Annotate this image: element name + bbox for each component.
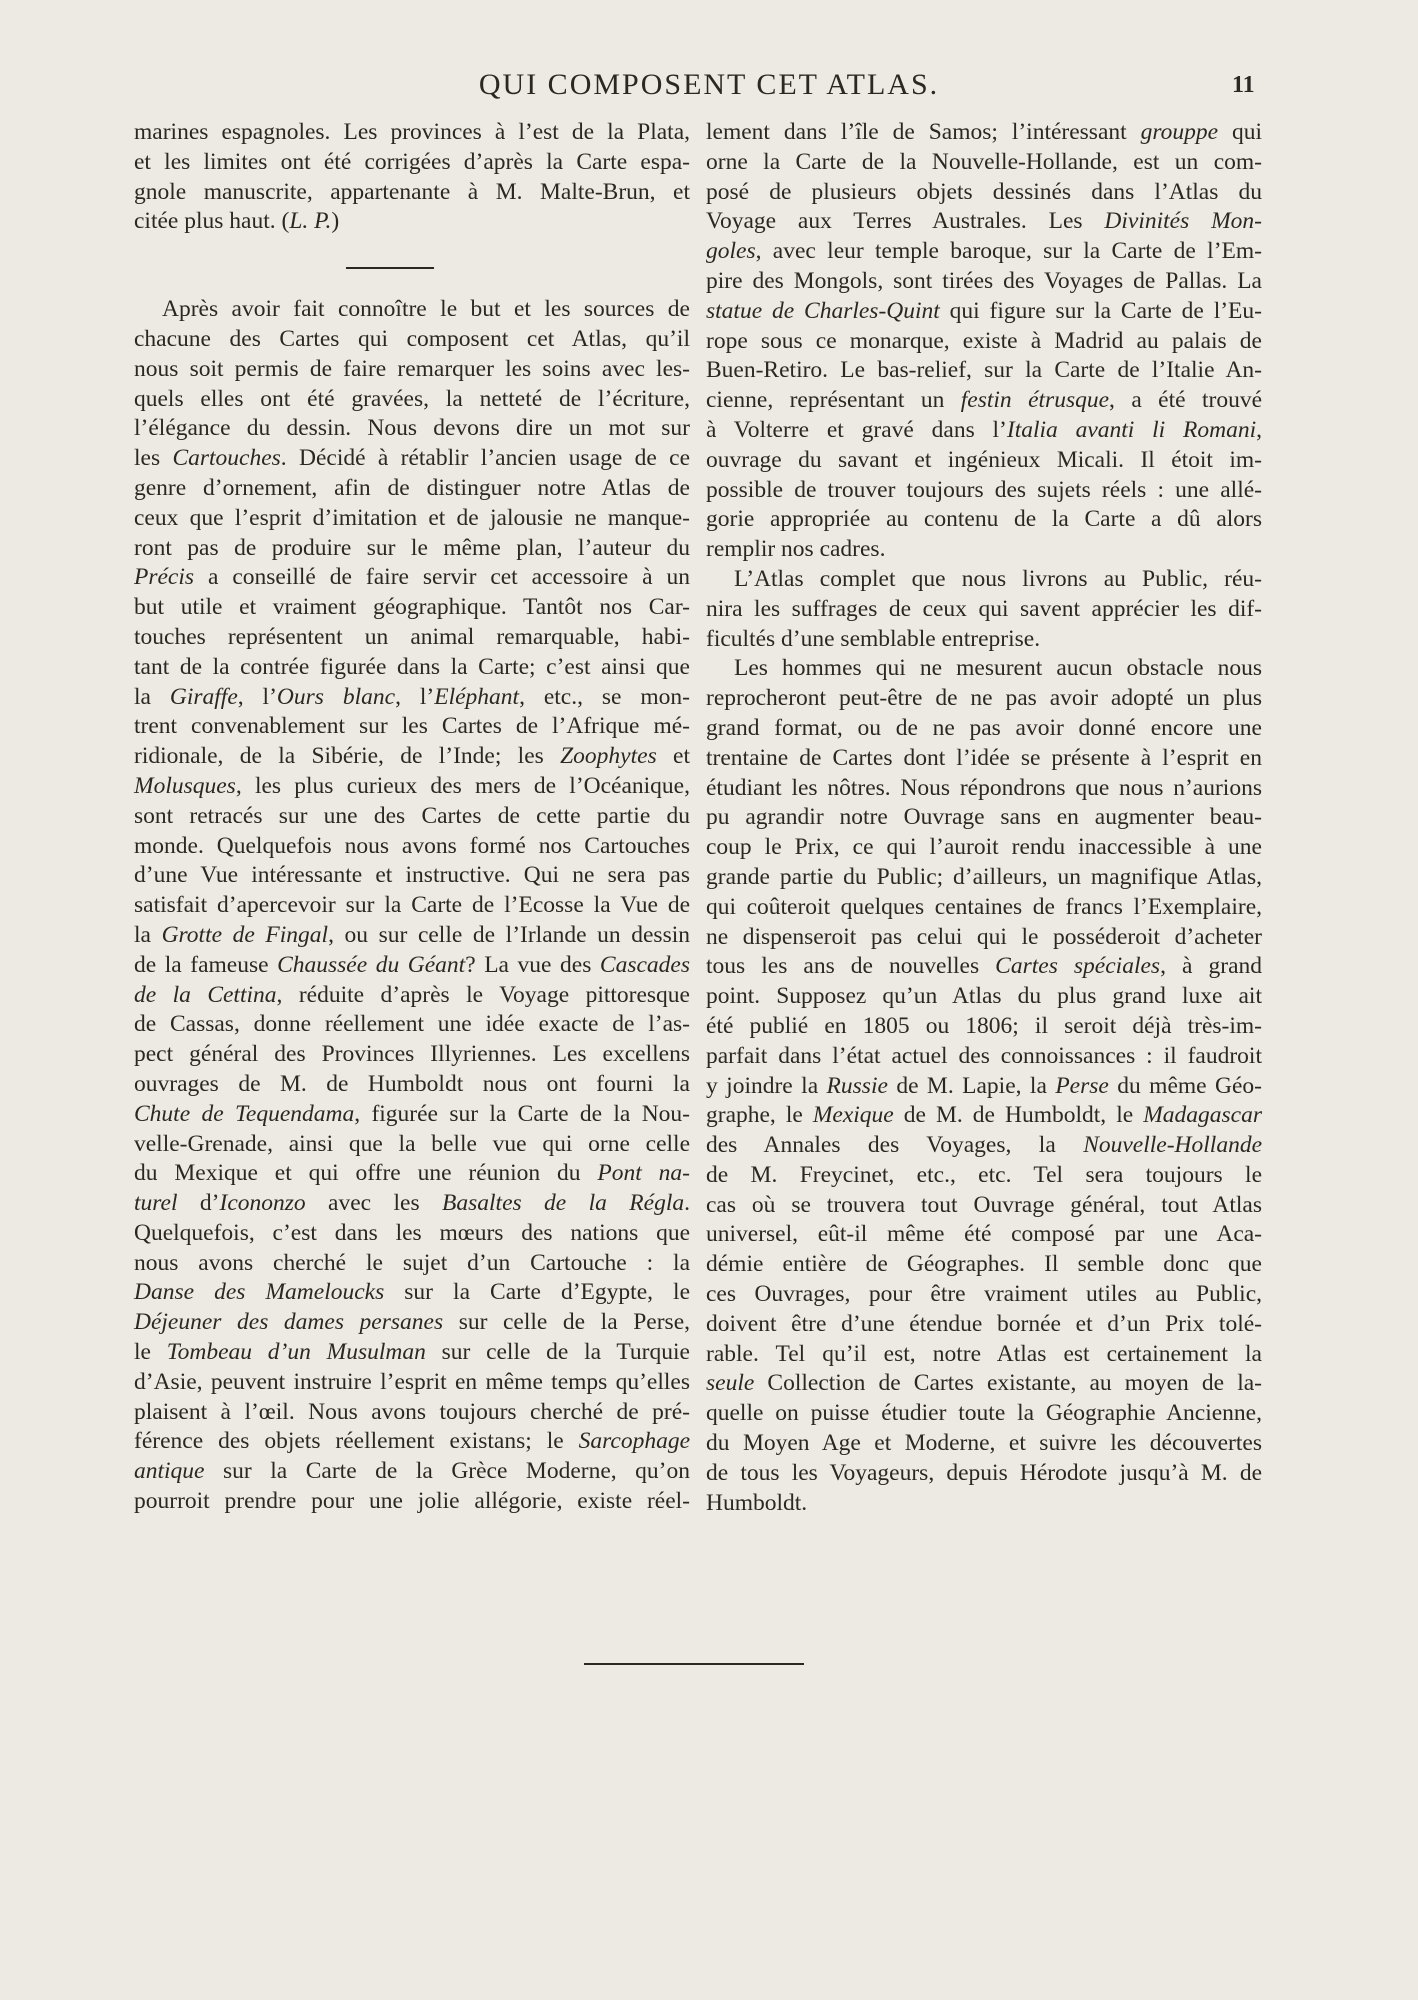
italic-text: turel [134, 1190, 178, 1217]
italic-text: goles [706, 238, 756, 265]
text-line: pect général des Provinces Illyriennes. Les excellens [134, 1041, 690, 1068]
italic-text: Giraffe [169, 683, 238, 710]
text-segment: , réduite d’après le Voyage pittoresque [276, 981, 690, 1008]
text-line: nous avons cherché le sujet d’un Cartouche : la [134, 1249, 690, 1276]
text-segment: sur la Carte de la Grèce Moderne, qu’on [204, 1458, 690, 1485]
text-segment: cienne, représentant un [706, 387, 961, 414]
text-segment: , [1256, 416, 1262, 443]
text-line [134, 563, 690, 593]
text-line [134, 683, 690, 713]
text-segment: y joindre la [706, 1072, 827, 1099]
text-line: plaisent à l’œil. Nous avons toujours cherché de pré- [134, 1398, 690, 1425]
text-line [134, 981, 690, 1011]
text-line [134, 1457, 690, 1487]
text-line: point. Supposez qu’un Atlas du plus grand luxe ait [706, 983, 1262, 1010]
running-title: QUI COMPOSENT CET ATLAS. [478, 68, 940, 101]
text-line: marines espagnoles. Les provinces à l’est de la Plata, [134, 119, 690, 145]
italic-text: Danse des Mameloucks [134, 1279, 385, 1306]
text-line: reprocheront peut-être de ne pas avoir adopté un plus [706, 685, 1262, 712]
italic-text: statue de Charles-Quint [706, 297, 940, 324]
text-line [706, 207, 1262, 237]
text-line: ne dispenseroit pas celui qui le posséderoit d’acheter [706, 923, 1262, 950]
text-line: L’Atlas complet que nous livrons au Public, réu- [734, 565, 1262, 592]
text-line: du Moyen Age et Moderne, et suivre les découvertes [706, 1430, 1262, 1457]
italic-text: Zoophytes [560, 743, 657, 770]
text-line [134, 1338, 690, 1368]
italic-text: festin étrusque [960, 387, 1110, 414]
text-line: grande partie du Public; d’ailleurs, un magnifique Atlas, [706, 863, 1262, 890]
text-segment: ? La vue des [465, 951, 600, 978]
right-column [706, 118, 1262, 1518]
text-line: gnole manuscrite, appartenante à M. Malte-Brun, et [134, 178, 690, 205]
text-line: orne la Carte de la Nouvelle-Hollande, est un com- [706, 148, 1262, 175]
text-segment: Collection de Cartes existante, au moyen de la- [754, 1370, 1262, 1397]
text-line [134, 1100, 690, 1130]
text-segment: de la fameuse [134, 951, 278, 978]
text-segment: ridionale, de la Sibérie, de l’Inde; les [134, 743, 561, 770]
text-line: possible de trouver toujours des sujets réels : une allé- [706, 476, 1262, 503]
text-segment: ) [331, 208, 340, 235]
text-line: Les hommes qui ne mesurent aucun obstacle nous [734, 655, 1262, 682]
text-line: tant de la contrée figurée dans la Carte; c’est ainsi que [134, 653, 690, 680]
text-segment: tous les ans de nouvelles [706, 953, 996, 980]
text-segment: de M. de Humboldt, le [893, 1102, 1144, 1129]
text-line: grand format, ou de ne pas avoir donné encore une [706, 714, 1262, 741]
italic-text: Cascades [599, 951, 690, 978]
text-segment: qui figure sur la Carte de l’Eu- [939, 297, 1262, 324]
text-line [134, 1159, 690, 1189]
italic-text: Cartouches [172, 445, 281, 472]
text-segment: qui [1218, 119, 1262, 145]
text-segment: la [134, 921, 162, 948]
text-segment: sur la Carte d’Egypte, le [384, 1279, 691, 1306]
italic-text: Tombeau d’un Musulman [166, 1339, 426, 1366]
italic-text: Divinités Mon- [1104, 208, 1262, 235]
italic-text: grouppe [1140, 119, 1219, 145]
italic-text: Précis [134, 564, 195, 591]
text-line [134, 444, 690, 474]
text-segment: , l’ [237, 683, 277, 710]
text-line: nira les suffrages de ceux qui savent apprécier les dif- [706, 595, 1262, 622]
italic-text: Basaltes de la Régla [442, 1190, 685, 1217]
text-segment: les [134, 445, 173, 472]
text-line: ficultés d’une semblable entreprise. [706, 625, 1041, 652]
text-segment: , etc., se mon- [519, 683, 690, 710]
text-line: Quelquefois, c’est dans les mœurs des nations que [134, 1219, 690, 1246]
text-segment: , ou sur celle de l’Irlande un dessin [328, 921, 690, 948]
text-line [706, 1101, 1262, 1131]
text-line: d’une Vue intéressante et instructive. Qui ne sera pas [134, 862, 690, 889]
text-line: ceux que l’esprit d’imitation et de jalousie ne manque- [134, 504, 690, 531]
text-line [134, 207, 690, 237]
text-segment: férence des objets réellement existans; le [134, 1428, 579, 1455]
text-segment: du Mexique et qui offre une réunion du [134, 1160, 598, 1187]
text-segment: de M. Lapie, la [887, 1072, 1056, 1099]
text-segment: , figurée sur la Carte de la Nou- [354, 1100, 690, 1127]
text-line [134, 742, 690, 772]
italic-text: Pont na- [597, 1160, 690, 1187]
text-line: genre d’ornement, afin de distinguer notre Atlas de [134, 474, 690, 501]
text-line: et les limites ont été corrigées d’après la Carte espa- [134, 148, 690, 175]
text-line: d’Asie, peuvent instruire l’esprit en même temps qu’elles [134, 1368, 690, 1395]
text-line: remplir nos cadres. [706, 536, 886, 563]
text-line [134, 1427, 690, 1457]
text-line: ouvrages de M. de Humboldt nous ont fourni la [134, 1070, 690, 1097]
text-line: parfait dans l’état actuel des connoissances : il faudroit [706, 1042, 1262, 1069]
text-line [134, 1189, 690, 1219]
text-line: nous soit permis de faire remarquer les soins avec les- [134, 355, 690, 382]
italic-text: Icononzo [219, 1190, 306, 1217]
text-segment: sur celle de la Turquie [425, 1339, 690, 1366]
text-line: universel, eût-il même été composé par une Aca- [706, 1221, 1262, 1248]
text-line [706, 386, 1262, 416]
text-segment: d’ [177, 1190, 220, 1217]
text-segment: à Volterre et gravé dans l’ [706, 416, 1007, 443]
text-line: posé de plusieurs objets dessinés dans l’Atlas du [706, 178, 1262, 205]
italic-text: Perse [1055, 1072, 1109, 1099]
text-line: qui coûteroit quelques centaines de francs l’Exemplaire, [706, 893, 1262, 920]
section-separator [134, 237, 690, 295]
text-line: quels elles ont été gravées, la netteté de l’écriture, [134, 385, 690, 412]
italic-text: Grotte de Fingal [161, 921, 329, 948]
italic-text: Chaussée du Géant [277, 951, 466, 978]
text-segment: et [656, 743, 690, 770]
text-line: doivent être d’une étendue bornée et d’un Prix tolé- [706, 1310, 1262, 1337]
text-line: de Cassas, donne réellement une idée exacte de l’as- [134, 1011, 690, 1038]
text-line: monde. Quelquefois nous avons formé nos Cartouches [134, 832, 690, 859]
left-column [134, 118, 690, 1517]
text-segment: , les plus curieux des mers de l’Océanique, [235, 772, 690, 799]
text-line: rable. Tel qu’il est, notre Atlas est certainement la [706, 1340, 1262, 1367]
text-segment: sur celle de la Perse, [443, 1309, 690, 1336]
text-segment: citée plus haut. ( [134, 208, 290, 235]
italic-text: L. P. [289, 208, 332, 235]
text-line [134, 951, 690, 981]
text-line: gorie appropriée au contenu de la Carte a dû alors [706, 506, 1262, 533]
text-segment: avec les [305, 1190, 443, 1217]
text-line: ces Ouvrages, pour être vraiment utiles au Public, [706, 1281, 1262, 1308]
text-line [706, 297, 1262, 327]
end-rule [584, 1663, 804, 1665]
italic-text: de la Cettina [134, 981, 277, 1008]
text-line: sont retracés sur une des Cartes de cette partie du [134, 802, 690, 829]
text-line: trentaine de Cartes dont l’idée se présente à l’esprit en [706, 744, 1262, 771]
text-line [706, 952, 1262, 982]
text-line: trent convenablement sur les Cartes de l’Afrique mé- [134, 713, 690, 740]
text-line: pire des Mongols, sont tirées des Voyages de Pallas. La [706, 267, 1262, 294]
text-line: chacune des Cartes qui composent cet Atlas, qu’il [134, 325, 690, 352]
italic-text: Mexique [812, 1102, 894, 1129]
text-segment: . Décidé à rétablir l’ancien usage de ce [280, 445, 690, 472]
italic-text: Sarcophage [578, 1428, 690, 1455]
italic-text: Molusques [134, 772, 236, 799]
text-line: de M. Freycinet, etc., etc. Tel sera toujours le [706, 1161, 1262, 1188]
text-segment: des Annales des Voyages, la [706, 1132, 1084, 1159]
text-line: but utile et vraiment géographique. Tantôt nos Car- [134, 594, 690, 621]
text-line: pourroit prendre pour une jolie allégorie, existe réel- [134, 1488, 690, 1515]
text-line: étudiant les nôtres. Nous répondrons que nous n’aurions [706, 774, 1262, 801]
text-line: cas où se trouvera tout Ouvrage général, tout Atlas [706, 1191, 1262, 1218]
text-line [706, 1369, 1262, 1399]
text-line: touches représentent un animal remarquable, habi- [134, 623, 690, 650]
text-line [706, 237, 1262, 267]
text-line: ouvrage du savant et ingénieux Micali. Il étoit im- [706, 446, 1262, 473]
italic-text: antique [134, 1458, 205, 1485]
text-line [706, 118, 1262, 148]
text-line [134, 1308, 690, 1338]
italic-text: Cartes spéciales [995, 953, 1161, 980]
text-line [706, 1131, 1262, 1161]
text-line: de tous les Voyageurs, depuis Hérodote jusqu’à M. de [706, 1459, 1262, 1486]
italic-text: Chute de Tequendama [134, 1100, 355, 1127]
text-segment: . [684, 1190, 690, 1217]
text-line: pu agrandir notre Ouvrage sans en augmenter beau- [706, 804, 1262, 831]
text-line: Humboldt. [706, 1489, 808, 1516]
text-segment: , à grand [1160, 953, 1262, 980]
text-line: démie entière de Géographes. Il semble donc que [706, 1251, 1262, 1278]
text-segment: le [134, 1339, 167, 1366]
text-segment: du même Géo- [1108, 1072, 1262, 1099]
text-line: été publié en 1805 ou 1806; il seroit déjà très-im- [706, 1012, 1262, 1039]
text-segment: a conseillé de faire servir cet accessoire à un [194, 564, 690, 591]
text-line: Après avoir fait connoître le but et les sources de [162, 296, 690, 323]
text-segment: , l’ [395, 683, 435, 710]
italic-text: Ours blanc [276, 683, 396, 710]
text-line [134, 921, 690, 951]
text-segment: lement dans l’île de Samos; l’intéressant [706, 119, 1141, 145]
text-line [706, 1072, 1262, 1102]
text-segment: Voyage aux Terres Australes. Les [706, 208, 1105, 235]
text-line: rope sous ce monarque, existe à Madrid au palais de [706, 327, 1262, 354]
italic-text: Nouvelle-Hollande [1083, 1132, 1262, 1159]
text-segment: la [134, 683, 170, 710]
italic-text: Russie [826, 1072, 888, 1099]
text-line: coup le Prix, ce qui l’auroit rendu inaccessible à une [706, 834, 1262, 861]
text-segment: , a été trouvé [1109, 387, 1263, 414]
italic-text: Italia avanti li Romani [1006, 416, 1257, 443]
italic-text: seule [706, 1370, 755, 1397]
text-segment: , avec leur temple baroque, sur la Carte de l’Em- [755, 238, 1262, 265]
text-line [134, 1278, 690, 1308]
text-line: velle-Grenade, ainsi que la belle vue qui orne celle [134, 1130, 690, 1157]
text-line: ront pas de produire sur le même plan, l’auteur du [134, 534, 690, 561]
text-line [134, 772, 690, 802]
page-number: 11 [1232, 72, 1255, 98]
text-line [706, 416, 1262, 446]
italic-text: Déjeuner des dames persanes [134, 1309, 444, 1336]
text-line: Buen-Retiro. Le bas-relief, sur la Carte de l’Italie An- [706, 357, 1262, 384]
text-line: quelle on puisse étudier toute la Géographie Ancienne, [706, 1400, 1262, 1427]
italic-text: Madagascar [1143, 1102, 1262, 1129]
text-segment: graphe, le [706, 1102, 813, 1129]
text-line: satisfait d’apercevoir sur la Carte de l’Ecosse la Vue de [134, 892, 690, 919]
italic-text: Eléphant [434, 683, 520, 710]
text-line: l’élégance du dessin. Nous devons dire un mot sur [134, 415, 690, 442]
